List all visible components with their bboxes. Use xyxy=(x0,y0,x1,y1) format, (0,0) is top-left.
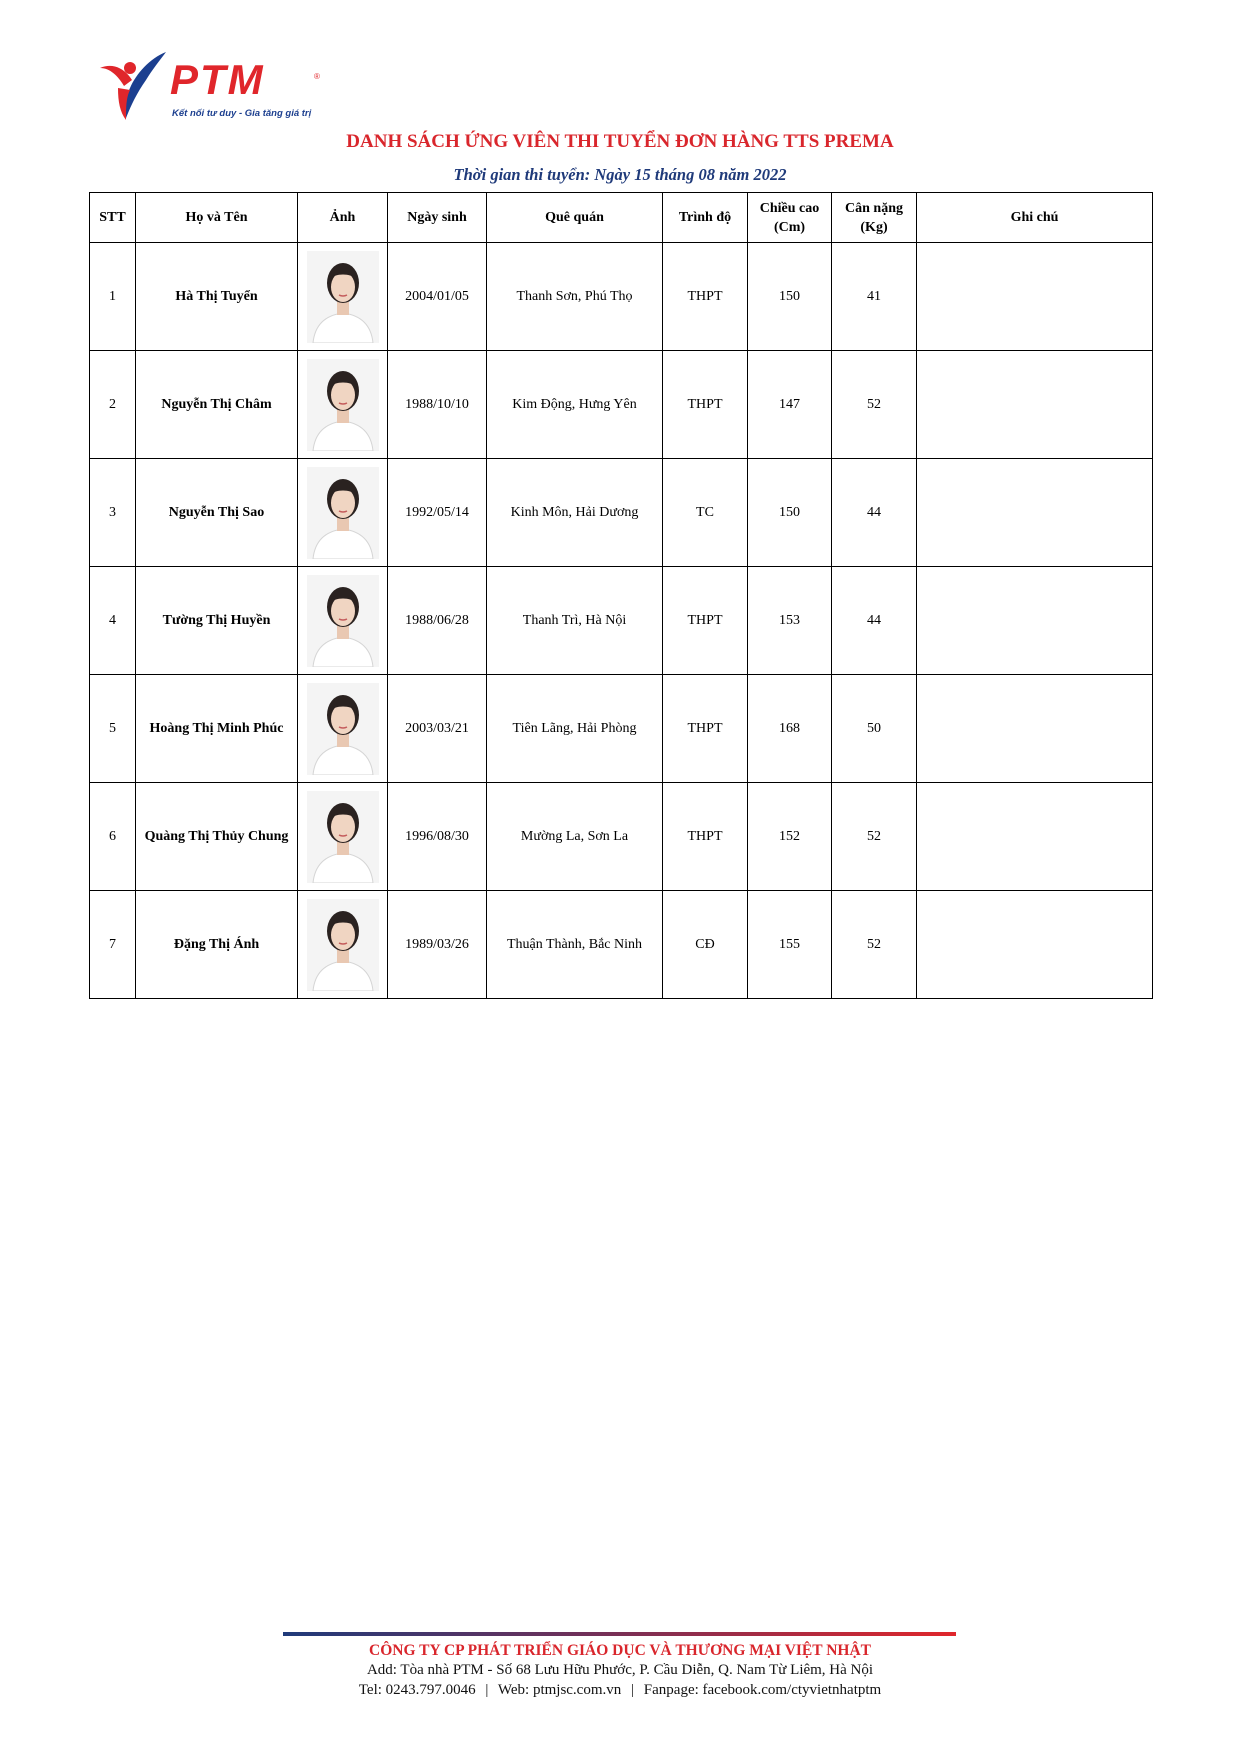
logo-tagline: Kết nối tư duy - Gia tăng giá trị xyxy=(172,108,312,119)
table-header-row xyxy=(90,193,1153,243)
cell-note xyxy=(917,783,1153,891)
registered-mark: ® xyxy=(314,72,320,81)
cell-education: THPT xyxy=(663,351,748,459)
cell-name: Quàng Thị Thủy Chung xyxy=(136,783,298,891)
cell-photo xyxy=(298,459,388,567)
exam-date-subtitle: Thời gian thi tuyển: Ngày 15 tháng 08 năm 2022 xyxy=(453,165,787,184)
cell-education: THPT xyxy=(663,243,748,351)
col-header-height xyxy=(748,193,832,243)
cell-education: THPT xyxy=(663,675,748,783)
cell-stt: 6 xyxy=(90,783,136,891)
footer-company-name: CÔNG TY CP PHÁT TRIỂN GIÁO DỤC VÀ THƯƠNG MẠI VIỆT NHẬT xyxy=(369,1642,871,1659)
table-row xyxy=(90,567,1153,675)
cell-stt: 3 xyxy=(90,459,136,567)
footer-separator: | xyxy=(631,1682,635,1698)
cell-weight: 50 xyxy=(832,675,917,783)
cell-note xyxy=(917,351,1153,459)
cell-hometown: Thanh Trì, Hà Nội xyxy=(487,567,663,675)
cell-height: 168 xyxy=(748,675,832,783)
company-logo xyxy=(96,50,336,130)
col-header-stt: STT xyxy=(90,193,136,243)
footer-separator: | xyxy=(485,1682,489,1698)
cell-note xyxy=(917,243,1153,351)
cell-education: CĐ xyxy=(663,891,748,999)
cell-hometown: Kinh Môn, Hải Dương xyxy=(487,459,663,567)
height-unit: (Cm) xyxy=(773,219,806,235)
cell-dob: 1988/06/28 xyxy=(388,567,487,675)
candidate-photo xyxy=(307,575,379,667)
cell-weight: 52 xyxy=(832,351,917,459)
cell-weight: 44 xyxy=(832,459,917,567)
table-row xyxy=(90,675,1153,783)
cell-note xyxy=(917,675,1153,783)
document-title: DANH SÁCH ỨNG VIÊN THI TUYỂN ĐƠN HÀNG TTS PREMA xyxy=(346,131,894,152)
col-header-education: Trình độ xyxy=(663,193,748,243)
cell-height: 147 xyxy=(748,351,832,459)
cell-height: 152 xyxy=(748,783,832,891)
footer-fanpage: Fanpage: facebook.com/ctyvietnhatptm xyxy=(643,1682,882,1698)
cell-weight: 41 xyxy=(832,243,917,351)
weight-unit: (Kg) xyxy=(860,219,888,235)
cell-name: Nguyễn Thị Sao xyxy=(136,459,298,567)
cell-hometown: Tiên Lãng, Hải Phòng xyxy=(487,675,663,783)
col-header-hometown: Quê quán xyxy=(487,193,663,243)
cell-dob: 2004/01/05 xyxy=(388,243,487,351)
cell-name: Tường Thị Huyền xyxy=(136,567,298,675)
candidate-photo xyxy=(307,791,379,883)
cell-note xyxy=(917,567,1153,675)
cell-photo xyxy=(298,351,388,459)
cell-name: Nguyễn Thị Châm xyxy=(136,351,298,459)
col-header-photo: Ảnh xyxy=(298,193,388,243)
cell-hometown: Kim Động, Hưng Yên xyxy=(487,351,663,459)
cell-dob: 1989/03/26 xyxy=(388,891,487,999)
candidate-photo xyxy=(307,359,379,451)
footer-phone: Tel: 0243.797.0046 xyxy=(358,1682,476,1698)
table-row xyxy=(90,783,1153,891)
cell-education: THPT xyxy=(663,567,748,675)
cell-stt: 4 xyxy=(90,567,136,675)
candidate-photo xyxy=(307,251,379,343)
weight-label: Cân nặng xyxy=(845,200,903,216)
cell-education: TC xyxy=(663,459,748,567)
logo-mark-icon xyxy=(96,50,176,122)
cell-stt: 5 xyxy=(90,675,136,783)
cell-photo xyxy=(298,567,388,675)
cell-dob: 2003/03/21 xyxy=(388,675,487,783)
footer-contact xyxy=(0,1682,1240,1699)
table-row xyxy=(90,243,1153,351)
cell-photo xyxy=(298,243,388,351)
cell-name: Đặng Thị Ánh xyxy=(136,891,298,999)
cell-height: 155 xyxy=(748,891,832,999)
cell-photo xyxy=(298,783,388,891)
col-header-note: Ghi chú xyxy=(917,193,1153,243)
logo-brand-text: PTM xyxy=(170,56,265,103)
cell-photo xyxy=(298,675,388,783)
height-label: Chiều cao xyxy=(759,200,820,216)
table-row xyxy=(90,891,1153,999)
table-row xyxy=(90,351,1153,459)
footer-website: Web: ptmjsc.com.vn xyxy=(497,1682,622,1698)
cell-dob: 1996/08/30 xyxy=(388,783,487,891)
cell-name: Hà Thị Tuyển xyxy=(136,243,298,351)
cell-note xyxy=(917,891,1153,999)
candidate-photo xyxy=(307,899,379,991)
cell-weight: 52 xyxy=(832,891,917,999)
col-header-name: Họ và Tên xyxy=(136,193,298,243)
footer-address: Add: Tòa nhà PTM - Số 68 Lưu Hữu Phước, P. Cầu Diễn, Q. Nam Từ Liêm, Hà Nội xyxy=(366,1662,874,1678)
candidate-photo xyxy=(307,683,379,775)
cell-dob: 1992/05/14 xyxy=(388,459,487,567)
cell-stt: 1 xyxy=(90,243,136,351)
cell-hometown: Thanh Sơn, Phú Thọ xyxy=(487,243,663,351)
cell-weight: 44 xyxy=(832,567,917,675)
col-header-weight xyxy=(832,193,917,243)
cell-photo xyxy=(298,891,388,999)
cell-name: Hoàng Thị Minh Phúc xyxy=(136,675,298,783)
cell-height: 150 xyxy=(748,243,832,351)
cell-note xyxy=(917,459,1153,567)
cell-height: 153 xyxy=(748,567,832,675)
col-header-dob: Ngày sinh xyxy=(388,193,487,243)
footer-divider xyxy=(283,1632,956,1636)
cell-hometown: Thuận Thành, Bắc Ninh xyxy=(487,891,663,999)
cell-stt: 7 xyxy=(90,891,136,999)
cell-stt: 2 xyxy=(90,351,136,459)
cell-weight: 52 xyxy=(832,783,917,891)
candidate-table xyxy=(89,192,1153,999)
cell-hometown: Mường La, Sơn La xyxy=(487,783,663,891)
cell-dob: 1988/10/10 xyxy=(388,351,487,459)
table-row xyxy=(90,459,1153,567)
cell-education: THPT xyxy=(663,783,748,891)
candidate-photo xyxy=(307,467,379,559)
cell-height: 150 xyxy=(748,459,832,567)
